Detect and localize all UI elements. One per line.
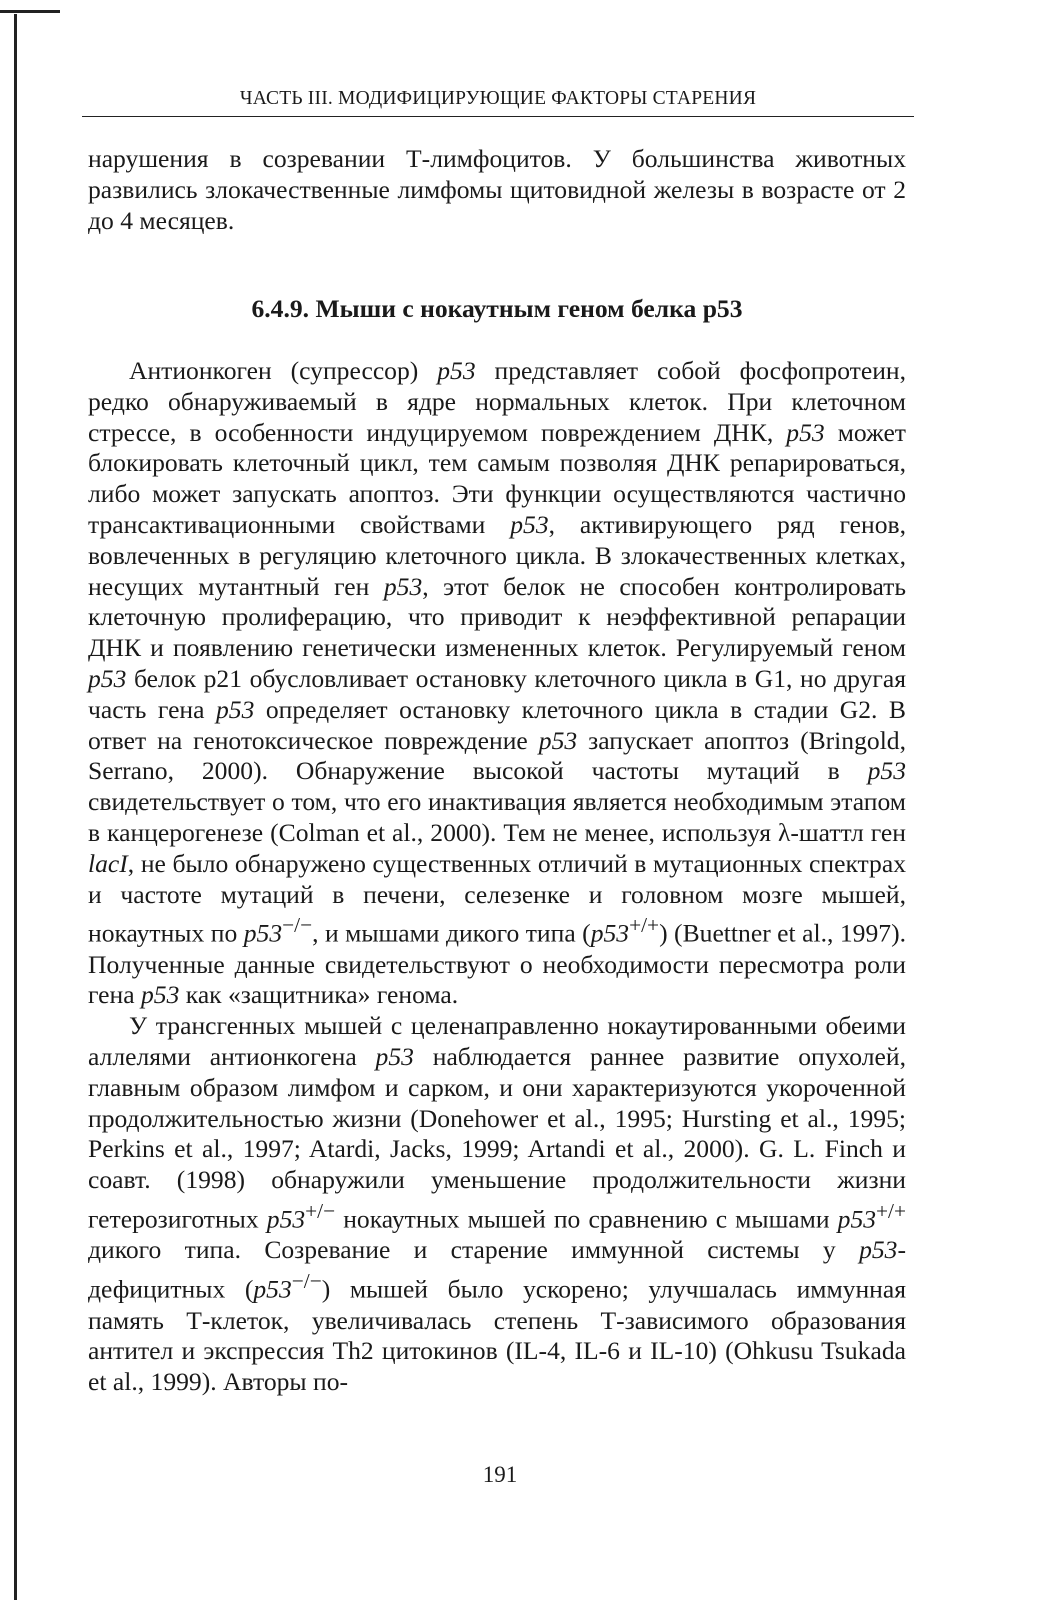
running-header: ЧАСТЬ III. МОДИФИЦИРУЮЩИЕ ФАКТОРЫ СТАРЕНИЯ bbox=[82, 88, 914, 117]
binding-edge bbox=[14, 14, 17, 1600]
binding-edge-top bbox=[0, 10, 60, 13]
page-number: 191 bbox=[482, 1462, 518, 1487]
paragraph: нарушения в созревании Т-лимфоцитов. У большинства животных развились злокачественные лимфомы щитовидной железы в возрасте от 2 до 4 месяцев. bbox=[88, 144, 906, 235]
section-heading: 6.4.9. Мыши с нокаутным геном белка p53 bbox=[251, 294, 743, 323]
continued-paragraph bbox=[88, 144, 906, 236]
paragraph: У трансгенных мышей с целенаправленно нокаутированными обеими аллелями антионкогена p53 наблюдается раннее развитие опухолей, главным образом лимфом и сарком, и они характеризуются укороченной продолжительностью жизни (Donehower et al., 1995; Hursting et al., 1995; Perkins et al., 1997; Atardi, Jacks, 1999; Artandi et al., 2000). G. L. Finch и соавт. (1998) обнаружили уменьшение продолжительности жизни гетерозиготных p53+/− нокаутных мышей по сравнению с мышами p53+/+ дикого типа. Созревание и старение иммунной системы у p53-дефицитных (p53−/−) мышей было ускорено; улучшалась иммунная память Т-клеток, увеличивалась степень Т-зависимого образования антител и экспрессия Th2 цитокинов (IL-4, IL-6 и IL-10) (Ohkusu Tsukada et al., 1999). Авторы по- bbox=[88, 1011, 907, 1397]
section-body bbox=[88, 356, 906, 1398]
paragraph: Антионкоген (супрессор) p53 представляет собой фосфопротеин, редко обнаруживаемый в ядре нормальных клеток. При клеточном стрессе, в особенности индуцируемом повреждением ДНК, p53 может блокировать клеточный цикл, тем самым позволяя ДНК репарироваться, либо может запускать апоптоз. Эти функции осуществляются частично трансактивационными свойствами p53, активирующего ряд генов, вовлеченных в регуляцию клеточного цикла. В злокачественных клетках, несущих мутантный ген p53, этот белок не способен контролировать клеточную пролиферацию, что приводит к неэффективной репарации ДНК и появлению генетически измененных клеток. Регулируемый геном p53 белок p21 обусловливает остановку клеточного цикла в G1, но другая часть гена p53 определяет остановку клеточного цикла в стадии G2. В ответ на генотоксическое повреждение p53 запускает апоптоз (Bringold, Serrano, 2000). Обнаружение высокой частоты мутаций в p53 свидетельствует о том, что его инактивация является необходимым этапом в канцерогенезе (Colman et al., 2000). Тем не менее, используя λ-шаттл ген lacI, не было обнаружено существенных отличий в мутационных спектрах и частоте мутаций в печени, селезенке и головном мозге мышей, нокаутных по p53−/−, и мышами дикого типа (p53+/+) (Buettner et al., 1997). Полученные данные свидетельствуют о необходимости пересмотра роли гена p53 как «защитника» генома. bbox=[88, 356, 906, 1010]
